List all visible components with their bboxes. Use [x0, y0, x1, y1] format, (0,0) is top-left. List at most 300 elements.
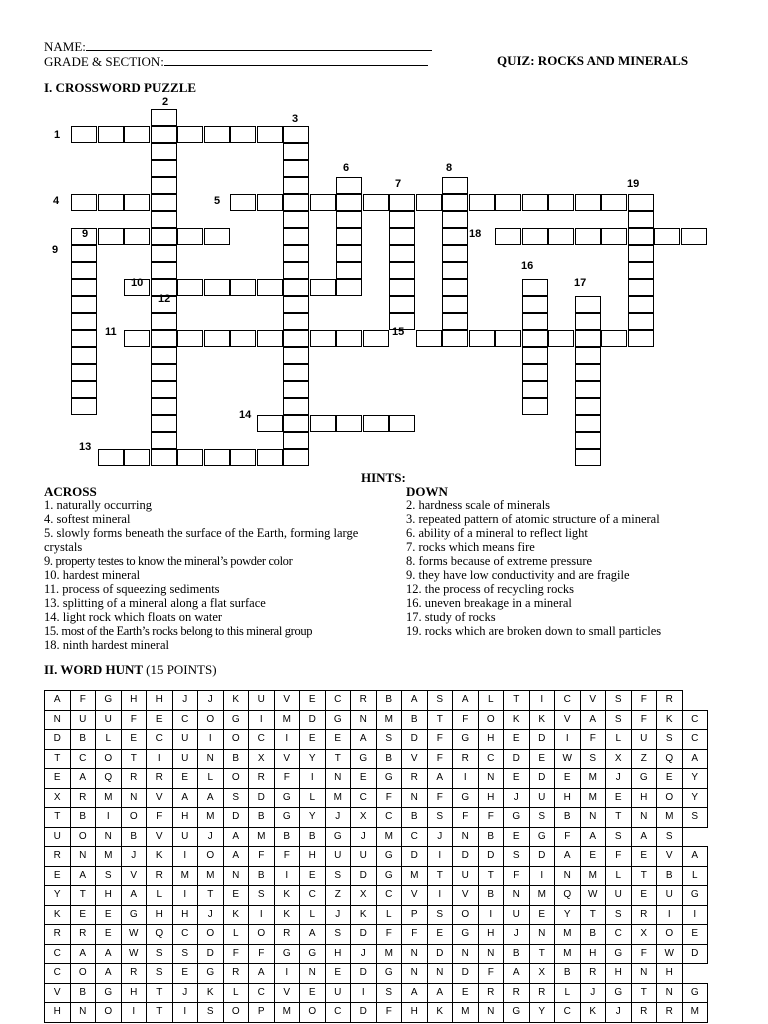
word-hunt-letter[interactable]: W: [657, 944, 683, 964]
crossword-cell[interactable]: [336, 228, 362, 245]
word-hunt-letter[interactable]: H: [121, 691, 147, 711]
crossword-cell[interactable]: [442, 330, 468, 347]
crossword-cell[interactable]: [628, 313, 654, 330]
word-hunt-letter[interactable]: J: [172, 691, 198, 711]
word-hunt-letter[interactable]: G: [121, 905, 147, 925]
word-hunt-letter[interactable]: F: [453, 710, 479, 730]
word-hunt-letter[interactable]: N: [402, 944, 428, 964]
word-hunt-letter[interactable]: C: [376, 808, 402, 828]
crossword-cell[interactable]: [628, 330, 654, 347]
word-hunt-letter[interactable]: J: [121, 847, 147, 867]
crossword-cell[interactable]: [363, 415, 389, 432]
word-hunt-letter[interactable]: R: [147, 769, 173, 789]
crossword-cell[interactable]: [257, 126, 283, 143]
word-hunt-letter[interactable]: I: [147, 749, 173, 769]
word-hunt-letter[interactable]: Q: [657, 749, 683, 769]
word-hunt-letter[interactable]: F: [427, 749, 453, 769]
crossword-cell[interactable]: [416, 194, 442, 211]
crossword-cell[interactable]: [151, 262, 177, 279]
word-hunt-letter[interactable]: R: [351, 691, 377, 711]
word-hunt-letter[interactable]: N: [300, 964, 326, 984]
word-hunt-letter[interactable]: E: [45, 866, 71, 886]
word-hunt-letter[interactable]: I: [172, 847, 198, 867]
crossword-cell[interactable]: [389, 211, 415, 228]
word-hunt-letter[interactable]: I: [351, 983, 377, 1003]
word-hunt-letter[interactable]: C: [606, 925, 632, 945]
word-hunt-letter[interactable]: R: [631, 905, 657, 925]
crossword-cell[interactable]: [628, 296, 654, 313]
crossword-cell[interactable]: [98, 126, 124, 143]
word-hunt-letter[interactable]: L: [198, 769, 224, 789]
word-hunt-letter[interactable]: N: [580, 808, 606, 828]
word-hunt-letter[interactable]: V: [147, 827, 173, 847]
crossword-cell[interactable]: [283, 415, 309, 432]
crossword-cell[interactable]: [336, 262, 362, 279]
word-hunt-letter[interactable]: S: [96, 866, 122, 886]
word-hunt-letter[interactable]: E: [300, 691, 326, 711]
word-hunt-letter[interactable]: N: [70, 847, 96, 867]
word-hunt-letter[interactable]: X: [249, 749, 275, 769]
word-hunt-letter[interactable]: U: [172, 749, 198, 769]
word-hunt-letter[interactable]: D: [351, 1003, 377, 1023]
word-hunt-letter[interactable]: E: [631, 847, 657, 867]
word-hunt-letter[interactable]: O: [70, 964, 96, 984]
crossword-cell[interactable]: [628, 194, 654, 211]
word-hunt-letter[interactable]: B: [402, 710, 428, 730]
word-hunt-letter[interactable]: C: [376, 886, 402, 906]
word-hunt-letter[interactable]: I: [274, 866, 300, 886]
word-hunt-letter[interactable]: T: [529, 944, 555, 964]
word-hunt-letter[interactable]: M: [657, 808, 683, 828]
word-hunt-letter[interactable]: R: [478, 983, 504, 1003]
word-hunt-letter[interactable]: J: [606, 1003, 632, 1023]
word-hunt-letter[interactable]: A: [121, 886, 147, 906]
word-hunt-letter[interactable]: F: [223, 944, 249, 964]
word-hunt-letter[interactable]: F: [376, 925, 402, 945]
word-hunt-letter[interactable]: D: [529, 730, 555, 750]
word-hunt-letter[interactable]: D: [529, 847, 555, 867]
word-hunt-letter[interactable]: A: [682, 749, 708, 769]
crossword-cell[interactable]: [283, 177, 309, 194]
crossword-cell[interactable]: [442, 262, 468, 279]
word-hunt-letter[interactable]: C: [172, 710, 198, 730]
word-hunt-letter[interactable]: I: [274, 964, 300, 984]
word-hunt-letter[interactable]: N: [478, 944, 504, 964]
crossword-cell[interactable]: [71, 330, 97, 347]
word-hunt-letter[interactable]: M: [274, 1003, 300, 1023]
word-hunt-letter[interactable]: S: [198, 1003, 224, 1023]
word-hunt-letter[interactable]: R: [631, 1003, 657, 1023]
word-hunt-letter[interactable]: E: [121, 730, 147, 750]
word-hunt-letter[interactable]: J: [351, 944, 377, 964]
word-hunt-letter[interactable]: X: [631, 925, 657, 945]
crossword-cell[interactable]: [71, 313, 97, 330]
word-hunt-letter[interactable]: O: [70, 827, 96, 847]
word-hunt-letter[interactable]: H: [96, 886, 122, 906]
crossword-cell[interactable]: [575, 194, 601, 211]
word-hunt-letter[interactable]: E: [300, 730, 326, 750]
word-hunt-letter[interactable]: I: [96, 808, 122, 828]
word-hunt-letter[interactable]: A: [580, 710, 606, 730]
crossword-cell[interactable]: [151, 364, 177, 381]
word-hunt-letter[interactable]: A: [223, 827, 249, 847]
word-hunt-letter[interactable]: U: [96, 710, 122, 730]
word-hunt-letter[interactable]: E: [300, 983, 326, 1003]
word-hunt-letter[interactable]: T: [147, 1003, 173, 1023]
crossword-cell[interactable]: [336, 330, 362, 347]
word-hunt-letter[interactable]: M: [376, 944, 402, 964]
word-hunt-letter[interactable]: C: [555, 1003, 581, 1023]
word-hunt-letter[interactable]: S: [147, 964, 173, 984]
word-hunt-letter[interactable]: A: [682, 847, 708, 867]
word-hunt-letter[interactable]: Y: [682, 788, 708, 808]
word-hunt-letter[interactable]: I: [529, 691, 555, 711]
word-hunt-letter[interactable]: W: [121, 925, 147, 945]
word-hunt-letter[interactable]: A: [96, 944, 122, 964]
word-hunt-letter[interactable]: G: [453, 788, 479, 808]
word-hunt-letter[interactable]: G: [96, 691, 122, 711]
crossword-cell[interactable]: [71, 245, 97, 262]
word-hunt-letter[interactable]: C: [45, 944, 71, 964]
word-hunt-letter[interactable]: J: [580, 983, 606, 1003]
word-hunt-letter[interactable]: C: [45, 964, 71, 984]
word-hunt-letter[interactable]: F: [631, 944, 657, 964]
crossword-cell[interactable]: [336, 194, 362, 211]
word-hunt-letter[interactable]: C: [172, 925, 198, 945]
word-hunt-letter[interactable]: K: [274, 905, 300, 925]
word-hunt-letter[interactable]: R: [504, 983, 530, 1003]
word-hunt-letter[interactable]: L: [682, 866, 708, 886]
word-hunt-letter[interactable]: J: [351, 827, 377, 847]
word-hunt-letter[interactable]: R: [147, 866, 173, 886]
crossword-cell[interactable]: [442, 296, 468, 313]
crossword-cell[interactable]: [336, 415, 362, 432]
word-hunt-letter[interactable]: D: [402, 730, 428, 750]
word-hunt-letter[interactable]: A: [70, 866, 96, 886]
word-hunt-letter[interactable]: C: [300, 886, 326, 906]
word-hunt-letter[interactable]: B: [70, 983, 96, 1003]
crossword-cell[interactable]: [204, 330, 230, 347]
crossword-cell[interactable]: [124, 126, 150, 143]
word-hunt-letter[interactable]: N: [631, 808, 657, 828]
word-hunt-letter[interactable]: H: [172, 808, 198, 828]
crossword-cell[interactable]: [601, 194, 627, 211]
word-hunt-letter[interactable]: U: [325, 847, 351, 867]
word-hunt-letter[interactable]: X: [351, 886, 377, 906]
word-hunt-letter[interactable]: S: [606, 827, 632, 847]
crossword-cell[interactable]: [654, 228, 680, 245]
word-hunt-letter[interactable]: C: [325, 1003, 351, 1023]
crossword-cell[interactable]: [522, 194, 548, 211]
word-hunt-letter[interactable]: D: [427, 944, 453, 964]
crossword-cell[interactable]: [71, 194, 97, 211]
word-hunt-letter[interactable]: R: [223, 964, 249, 984]
crossword-cell[interactable]: [283, 194, 309, 211]
word-hunt-letter[interactable]: F: [478, 808, 504, 828]
crossword-cell[interactable]: [310, 330, 336, 347]
word-hunt-letter[interactable]: B: [121, 827, 147, 847]
word-hunt-letter[interactable]: E: [172, 964, 198, 984]
crossword-cell[interactable]: [283, 211, 309, 228]
word-hunt-letter[interactable]: S: [657, 730, 683, 750]
word-hunt-letter[interactable]: B: [376, 749, 402, 769]
word-hunt-letter[interactable]: S: [223, 788, 249, 808]
word-hunt-letter[interactable]: M: [453, 1003, 479, 1023]
crossword-cell[interactable]: [71, 126, 97, 143]
word-hunt-letter[interactable]: F: [121, 710, 147, 730]
crossword-cell[interactable]: [257, 279, 283, 296]
word-hunt-letter[interactable]: S: [325, 866, 351, 886]
word-hunt-letter[interactable]: G: [325, 710, 351, 730]
word-hunt-letter[interactable]: N: [478, 1003, 504, 1023]
word-hunt-letter[interactable]: G: [606, 983, 632, 1003]
word-hunt-letter[interactable]: X: [606, 749, 632, 769]
crossword-cell[interactable]: [283, 279, 309, 296]
crossword-cell[interactable]: [681, 228, 707, 245]
word-hunt-letter[interactable]: U: [172, 730, 198, 750]
crossword-cell[interactable]: [151, 228, 177, 245]
crossword-cell[interactable]: [283, 296, 309, 313]
word-hunt-letter[interactable]: O: [198, 925, 224, 945]
crossword-cell[interactable]: [151, 126, 177, 143]
crossword-cell[interactable]: [363, 194, 389, 211]
word-hunt-letter[interactable]: A: [70, 769, 96, 789]
crossword-cell[interactable]: [442, 279, 468, 296]
word-hunt-letter[interactable]: T: [198, 886, 224, 906]
word-hunt-letter[interactable]: A: [402, 983, 428, 1003]
word-hunt-letter[interactable]: W: [121, 944, 147, 964]
crossword-cell[interactable]: [389, 245, 415, 262]
word-hunt-letter[interactable]: H: [478, 730, 504, 750]
word-hunt-letter[interactable]: R: [121, 769, 147, 789]
word-hunt-letter[interactable]: E: [300, 866, 326, 886]
word-hunt-letter[interactable]: B: [504, 944, 530, 964]
word-hunt-letter[interactable]: Y: [529, 1003, 555, 1023]
word-hunt-letter[interactable]: J: [504, 925, 530, 945]
crossword-cell[interactable]: [283, 330, 309, 347]
word-hunt-letter[interactable]: A: [555, 847, 581, 867]
word-hunt-letter[interactable]: W: [555, 749, 581, 769]
word-hunt-letter[interactable]: S: [529, 808, 555, 828]
word-hunt-letter[interactable]: R: [274, 925, 300, 945]
word-hunt-letter[interactable]: G: [351, 749, 377, 769]
word-hunt-letter[interactable]: A: [300, 925, 326, 945]
word-hunt-letter[interactable]: H: [147, 691, 173, 711]
word-hunt-letter[interactable]: G: [504, 1003, 530, 1023]
word-hunt-letter[interactable]: Y: [45, 886, 71, 906]
crossword-cell[interactable]: [283, 398, 309, 415]
word-hunt-letter[interactable]: M: [96, 847, 122, 867]
word-hunt-letter[interactable]: R: [580, 964, 606, 984]
word-hunt-letter[interactable]: F: [274, 769, 300, 789]
word-hunt-letter[interactable]: H: [45, 1003, 71, 1023]
word-hunt-letter[interactable]: G: [453, 925, 479, 945]
word-hunt-letter[interactable]: B: [376, 691, 402, 711]
crossword-cell[interactable]: [310, 415, 336, 432]
crossword-cell[interactable]: [283, 449, 309, 466]
word-hunt-letter[interactable]: A: [70, 944, 96, 964]
word-hunt-letter[interactable]: X: [351, 808, 377, 828]
crossword-cell[interactable]: [442, 228, 468, 245]
crossword-cell[interactable]: [575, 449, 601, 466]
word-hunt-letter[interactable]: O: [223, 1003, 249, 1023]
word-hunt-letter[interactable]: B: [555, 808, 581, 828]
crossword-cell[interactable]: [442, 177, 468, 194]
word-hunt-letter[interactable]: F: [70, 691, 96, 711]
word-hunt-letter[interactable]: F: [478, 964, 504, 984]
word-hunt-letter[interactable]: F: [504, 866, 530, 886]
word-hunt-letter[interactable]: M: [198, 866, 224, 886]
word-hunt-letter[interactable]: V: [402, 749, 428, 769]
word-hunt-letter[interactable]: L: [606, 730, 632, 750]
word-hunt-letter[interactable]: N: [504, 886, 530, 906]
word-hunt-letter[interactable]: L: [606, 866, 632, 886]
word-hunt-letter[interactable]: Q: [147, 925, 173, 945]
crossword-cell[interactable]: [124, 228, 150, 245]
word-hunt-letter[interactable]: A: [427, 983, 453, 1003]
crossword-cell[interactable]: [389, 415, 415, 432]
word-hunt-letter[interactable]: D: [478, 847, 504, 867]
word-hunt-letter[interactable]: E: [631, 886, 657, 906]
word-hunt-letter[interactable]: M: [402, 866, 428, 886]
word-hunt-letter[interactable]: I: [249, 905, 275, 925]
word-hunt-letter[interactable]: S: [325, 925, 351, 945]
word-hunt-letter[interactable]: L: [376, 905, 402, 925]
word-hunt-letter[interactable]: G: [96, 983, 122, 1003]
word-hunt-letter[interactable]: O: [198, 710, 224, 730]
word-hunt-letter[interactable]: I: [198, 730, 224, 750]
crossword-cell[interactable]: [283, 347, 309, 364]
crossword-cell[interactable]: [442, 313, 468, 330]
crossword-cell[interactable]: [151, 415, 177, 432]
crossword-cell[interactable]: [522, 296, 548, 313]
word-hunt-letter[interactable]: F: [631, 710, 657, 730]
crossword-cell[interactable]: [575, 364, 601, 381]
word-hunt-letter[interactable]: K: [580, 1003, 606, 1023]
word-hunt-letter[interactable]: S: [682, 808, 708, 828]
word-hunt-letter[interactable]: E: [580, 847, 606, 867]
crossword-cell[interactable]: [151, 381, 177, 398]
word-hunt-letter[interactable]: H: [631, 788, 657, 808]
word-hunt-letter[interactable]: N: [657, 983, 683, 1003]
word-hunt-letter[interactable]: E: [96, 925, 122, 945]
word-hunt-letter[interactable]: Y: [555, 905, 581, 925]
crossword-cell[interactable]: [283, 313, 309, 330]
word-hunt-letter[interactable]: J: [504, 788, 530, 808]
word-hunt-letter[interactable]: I: [453, 769, 479, 789]
word-hunt-letter[interactable]: F: [606, 847, 632, 867]
crossword-cell[interactable]: [124, 449, 150, 466]
word-hunt-letter[interactable]: R: [45, 925, 71, 945]
crossword-cell[interactable]: [151, 432, 177, 449]
crossword-cell[interactable]: [363, 330, 389, 347]
word-hunt-letter[interactable]: S: [580, 749, 606, 769]
word-hunt-letter[interactable]: G: [376, 847, 402, 867]
word-hunt-letter[interactable]: N: [223, 866, 249, 886]
crossword-cell[interactable]: [283, 432, 309, 449]
word-hunt-letter[interactable]: M: [198, 808, 224, 828]
word-hunt-letter[interactable]: K: [223, 905, 249, 925]
crossword-cell[interactable]: [495, 194, 521, 211]
word-hunt-letter[interactable]: V: [121, 866, 147, 886]
word-hunt-letter[interactable]: I: [529, 866, 555, 886]
word-hunt-letter[interactable]: I: [249, 710, 275, 730]
word-hunt-letter[interactable]: M: [555, 944, 581, 964]
word-hunt-letter[interactable]: C: [325, 691, 351, 711]
crossword-cell[interactable]: [177, 228, 203, 245]
word-hunt-letter[interactable]: L: [555, 983, 581, 1003]
word-hunt-letter[interactable]: E: [427, 925, 453, 945]
word-hunt-letter[interactable]: E: [351, 769, 377, 789]
word-hunt-letter[interactable]: U: [657, 886, 683, 906]
word-hunt-letter[interactable]: B: [478, 886, 504, 906]
word-hunt-letter[interactable]: Q: [555, 886, 581, 906]
word-hunt-letter[interactable]: D: [198, 944, 224, 964]
crossword-cell[interactable]: [389, 262, 415, 279]
crossword-cell[interactable]: [389, 279, 415, 296]
crossword-cell[interactable]: [257, 449, 283, 466]
word-hunt-letter[interactable]: U: [504, 905, 530, 925]
word-hunt-letter[interactable]: C: [70, 749, 96, 769]
word-hunt-letter[interactable]: F: [555, 827, 581, 847]
word-hunt-letter[interactable]: G: [504, 808, 530, 828]
word-hunt-letter[interactable]: T: [70, 886, 96, 906]
crossword-cell[interactable]: [124, 330, 150, 347]
crossword-cell[interactable]: [442, 245, 468, 262]
word-hunt-letter[interactable]: J: [198, 827, 224, 847]
crossword-cell[interactable]: [177, 126, 203, 143]
word-hunt-letter[interactable]: U: [70, 710, 96, 730]
word-hunt-letter[interactable]: C: [249, 983, 275, 1003]
word-hunt-letter[interactable]: M: [376, 710, 402, 730]
word-hunt-letter[interactable]: B: [657, 866, 683, 886]
crossword-cell[interactable]: [522, 381, 548, 398]
crossword-cell[interactable]: [283, 245, 309, 262]
word-hunt-letter[interactable]: Y: [682, 769, 708, 789]
crossword-cell[interactable]: [283, 228, 309, 245]
word-hunt-letter[interactable]: G: [274, 788, 300, 808]
word-hunt-letter[interactable]: I: [274, 730, 300, 750]
word-hunt-letter[interactable]: Y: [300, 749, 326, 769]
word-hunt-letter[interactable]: E: [223, 886, 249, 906]
word-hunt-letter[interactable]: V: [147, 788, 173, 808]
crossword-cell[interactable]: [522, 398, 548, 415]
word-hunt-letter[interactable]: T: [147, 983, 173, 1003]
word-hunt-letter[interactable]: M: [555, 925, 581, 945]
word-hunt-letter[interactable]: B: [70, 730, 96, 750]
word-hunt-letter[interactable]: N: [351, 710, 377, 730]
word-hunt-letter[interactable]: V: [402, 886, 428, 906]
word-hunt-letter[interactable]: F: [376, 788, 402, 808]
crossword-cell[interactable]: [230, 330, 256, 347]
word-hunt-letter[interactable]: P: [402, 905, 428, 925]
word-hunt-letter[interactable]: U: [45, 827, 71, 847]
word-hunt-letter[interactable]: S: [606, 710, 632, 730]
crossword-cell[interactable]: [204, 449, 230, 466]
word-hunt-letter[interactable]: I: [682, 905, 708, 925]
word-hunt-letter[interactable]: K: [657, 710, 683, 730]
word-hunt-letter[interactable]: H: [325, 944, 351, 964]
crossword-cell[interactable]: [98, 194, 124, 211]
word-hunt-letter[interactable]: G: [682, 886, 708, 906]
word-hunt-letter[interactable]: A: [96, 964, 122, 984]
word-hunt-letter[interactable]: E: [147, 710, 173, 730]
word-hunt-letter[interactable]: O: [223, 730, 249, 750]
word-hunt-letter[interactable]: J: [427, 827, 453, 847]
word-hunt-letter[interactable]: X: [45, 788, 71, 808]
word-hunt-letter[interactable]: A: [198, 788, 224, 808]
word-hunt-letter[interactable]: H: [300, 847, 326, 867]
